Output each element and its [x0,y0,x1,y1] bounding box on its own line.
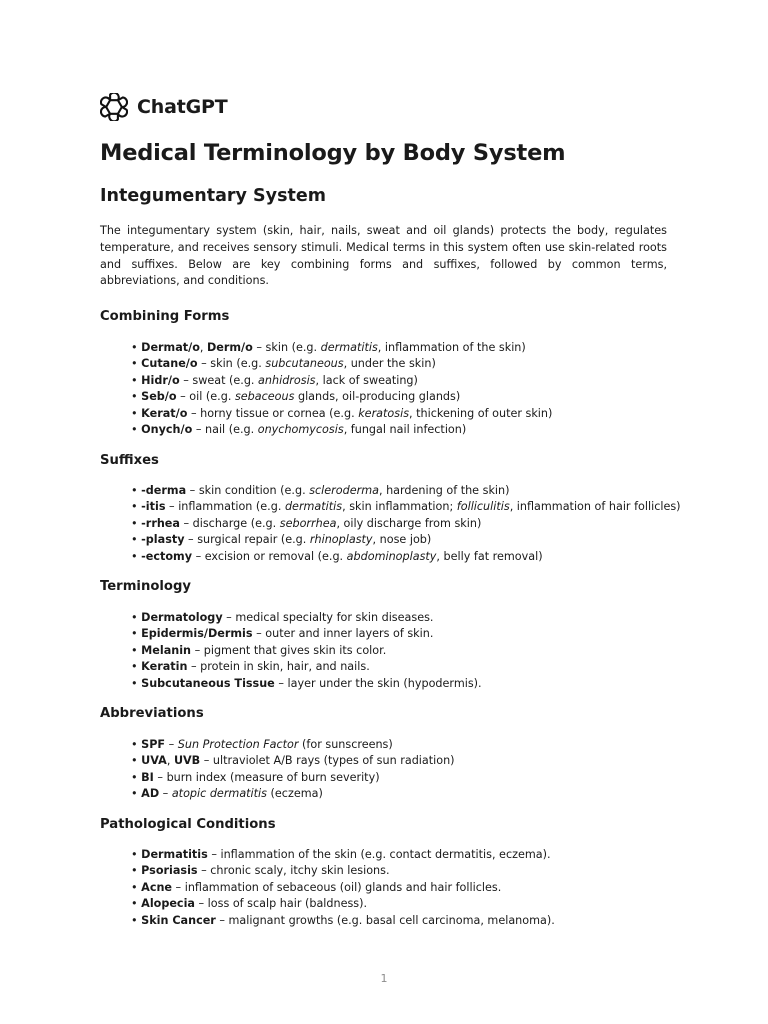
list-item: • AD – atopic dermatitis (eczema) [131,787,323,801]
list-item: • Cutane/o – skin (e.g. subcutaneous, under the skin) [131,357,436,371]
item-term: -rrhea [141,516,180,530]
item-pre: – sweat (e.g. [179,373,259,387]
item-ex2: folliculitis [456,500,510,514]
suffixes-heading: Suffixes [100,453,159,468]
conditions-heading: Pathological Conditions [100,817,276,832]
conditions-list [131,847,555,929]
item-pre: – [159,787,172,801]
item-term: Subcutaneous Tissue [141,676,275,690]
suffixes-list [131,483,681,565]
item-post: , hardening of the skin) [378,484,510,497]
item-post: , under the skin) [343,357,436,371]
item-pre: – chronic scaly, itchy skin lesions. [197,864,390,878]
brand-name: ChatGPT [137,96,228,118]
page-number: 1 [380,972,388,985]
item-pre: – nail (e.g. [192,423,258,437]
item-term: -derma [141,484,187,497]
section-title: Integumentary System [100,186,326,206]
item-pre: – skin (e.g. [197,357,266,371]
item-term: AD [141,787,160,801]
item-pre: – inflammation (e.g. [165,500,285,514]
item-pre: – protein in skin, hair, and nails. [187,660,370,674]
item-term-sep: , [199,341,207,354]
list-item: • -plasty – surgical repair (e.g. rhinoplasty, nose job) [131,533,432,547]
item-term: Alopecia [141,897,195,911]
item-post: , belly fat removal) [436,549,543,563]
item-term: Psoriasis [141,864,198,878]
list-item: • Alopecia – loss of scalp hair (baldness). [131,897,368,911]
list-item: • -ectomy – excision or removal (e.g. abdominoplasty, belly fat removal) [131,549,543,563]
item-term: Melanin [141,643,192,657]
item-pre: – surgical repair (e.g. [184,533,310,547]
list-item: • BI – burn index (measure of burn severity) [131,770,380,784]
item-ex: abdominoplasty [346,549,437,563]
list-item: • Acne – inflammation of sebaceous (oil) glands and hair follicles. [131,880,502,894]
abbreviations-list [131,737,455,803]
list-item: • SPF – Sun Protection Factor (for sunscreens) [131,738,393,751]
item-pre: – loss of scalp hair (baldness). [194,897,368,911]
combining-forms-list [131,340,552,438]
list-item: • Melanin – pigment that gives skin its color. [131,643,387,657]
item-term: -itis [141,500,166,514]
list-item: • -itis – inflammation (e.g. dermatitis, skin inflammation; folliculitis, inflammation of hair follicles) [131,500,681,514]
item-post: , fungal nail infection) [343,423,467,437]
item-term: Onych/o [141,423,193,437]
item-pre: – discharge (e.g. [179,516,280,530]
intro-paragraph: The integumentary system (skin, hair, nails, sweat and oil glands) protects the body, regulates temperature, and receives sensory stimuli. Medical terms in this system often use skin-related roots and suffixes. Below are key combining forms and suffixes, followed by common terms, abbreviations, and conditions. [100,224,667,288]
list-item: • Subcutaneous Tissue – layer under the skin (hypodermis). [131,676,482,690]
list-item: • -derma – skin condition (e.g. scleroderma, hardening of the skin) [131,484,510,497]
item-pre: – medical specialty for skin diseases. [222,611,434,624]
item-pre: – outer and inner layers of skin. [252,627,434,641]
item-ex: sebaceous [234,390,295,404]
item-ex: Sun Protection Factor [177,738,299,751]
item-term: SPF [141,738,166,751]
item-pre: – [165,738,178,751]
item-mid: , skin inflammation; [342,500,457,514]
item-pre: – horny tissue or cornea (e.g. [187,406,359,420]
item-post: , nose job) [372,533,432,547]
item-post: , lack of sweating) [315,373,418,387]
item-pre: – malignant growths (e.g. basal cell carcinoma, melanoma). [215,913,555,927]
item-term: Cutane/o [141,357,198,371]
item-term: Keratin [141,660,188,674]
item-ex: seborrhea [279,516,337,530]
list-item: • Kerat/o – horny tissue or cornea (e.g. keratosis, thickening of outer skin) [131,406,553,420]
item-term: Acne [141,880,172,894]
item-ex: dermatitis [284,500,343,514]
item-post: , inflammation of hair follicles) [509,500,681,514]
list-item: • UVA, UVB – ultraviolet A/B rays (types of sun radiation) [131,754,455,768]
item-term: Dermatology [141,611,223,624]
item-term: BI [141,770,154,784]
item-ex: rhinoplasty [309,533,373,547]
item-ex: subcutaneous [265,357,344,371]
page-title: Medical Terminology by Body System [100,140,566,166]
item-term: Seb/o [141,390,177,404]
list-item: • Dermatology – medical specialty for skin diseases. [131,611,434,624]
list-item: • Hidr/o – sweat (e.g. anhidrosis, lack of sweating) [131,373,418,387]
item-post: glands, oil-producing glands) [294,390,461,404]
terminology-list [131,610,482,692]
item-term-sep: , [166,754,174,768]
item-term2: Derm/o [207,341,253,354]
combining-forms-heading: Combining Forms [100,309,230,324]
item-pre: – oil (e.g. [176,390,235,404]
item-term: Dermatitis [141,848,208,861]
item-term: -plasty [141,533,185,547]
terminology-heading: Terminology [100,579,192,594]
item-term2: UVB [173,754,201,768]
item-ex: scleroderma [309,484,379,497]
item-term: UVA [141,754,167,768]
item-pre: – pigment that gives skin its color. [191,643,387,657]
list-item: • -rrhea – discharge (e.g. seborrhea, oily discharge from skin) [131,516,482,530]
item-pre: – skin condition (e.g. [186,484,310,497]
chatgpt-logo [100,93,227,121]
item-post: (for sunscreens) [298,738,393,751]
item-post: , inflammation of the skin) [377,341,526,354]
list-item: • Dermatitis – inflammation of the skin (e.g. contact dermatitis, eczema). [131,848,551,861]
list-item: • Seb/o – oil (e.g. sebaceous glands, oil-producing glands) [131,390,461,404]
item-ex: atopic dermatitis [171,787,267,801]
item-term: Kerat/o [141,406,188,420]
item-term: Hidr/o [141,373,180,387]
item-ex: onychomycosis [257,423,344,437]
item-post: , thickening of outer skin) [409,406,553,420]
item-post: (eczema) [267,787,323,801]
list-item: • Onych/o – nail (e.g. onychomycosis, fungal nail infection) [131,423,467,437]
item-pre: – layer under the skin (hypodermis). [274,676,482,690]
item-pre: – ultraviolet A/B rays (types of sun radiation) [200,754,455,768]
item-ex: keratosis [358,406,410,420]
list-item: • Dermat/o, Derm/o – skin (e.g. dermatitis, inflammation of the skin) [131,341,526,354]
item-pre: – inflammation of the skin (e.g. contact dermatitis, eczema). [207,848,551,861]
item-term: Epidermis/Dermis [141,627,253,641]
item-term: Dermat/o [141,341,200,354]
item-pre: – burn index (measure of burn severity) [153,770,380,784]
list-item: • Epidermis/Dermis – outer and inner layers of skin. [131,627,434,641]
item-ex: dermatitis [320,341,378,354]
list-item: • Psoriasis – chronic scaly, itchy skin lesions. [131,864,390,878]
abbreviations-heading: Abbreviations [100,706,204,721]
list-item: • Skin Cancer – malignant growths (e.g. basal cell carcinoma, melanoma). [131,913,555,927]
item-ex: anhidrosis [258,373,316,387]
item-pre: – skin (e.g. [252,341,321,354]
item-term: -ectomy [141,549,193,563]
openai-logo-icon [100,93,128,121]
list-item: • Keratin – protein in skin, hair, and nails. [131,660,370,674]
item-post: , oily discharge from skin) [336,516,482,530]
item-pre: – inflammation of sebaceous (oil) glands and hair follicles. [172,880,502,894]
item-pre: – excision or removal (e.g. [192,549,347,563]
item-term: Skin Cancer [141,913,216,927]
